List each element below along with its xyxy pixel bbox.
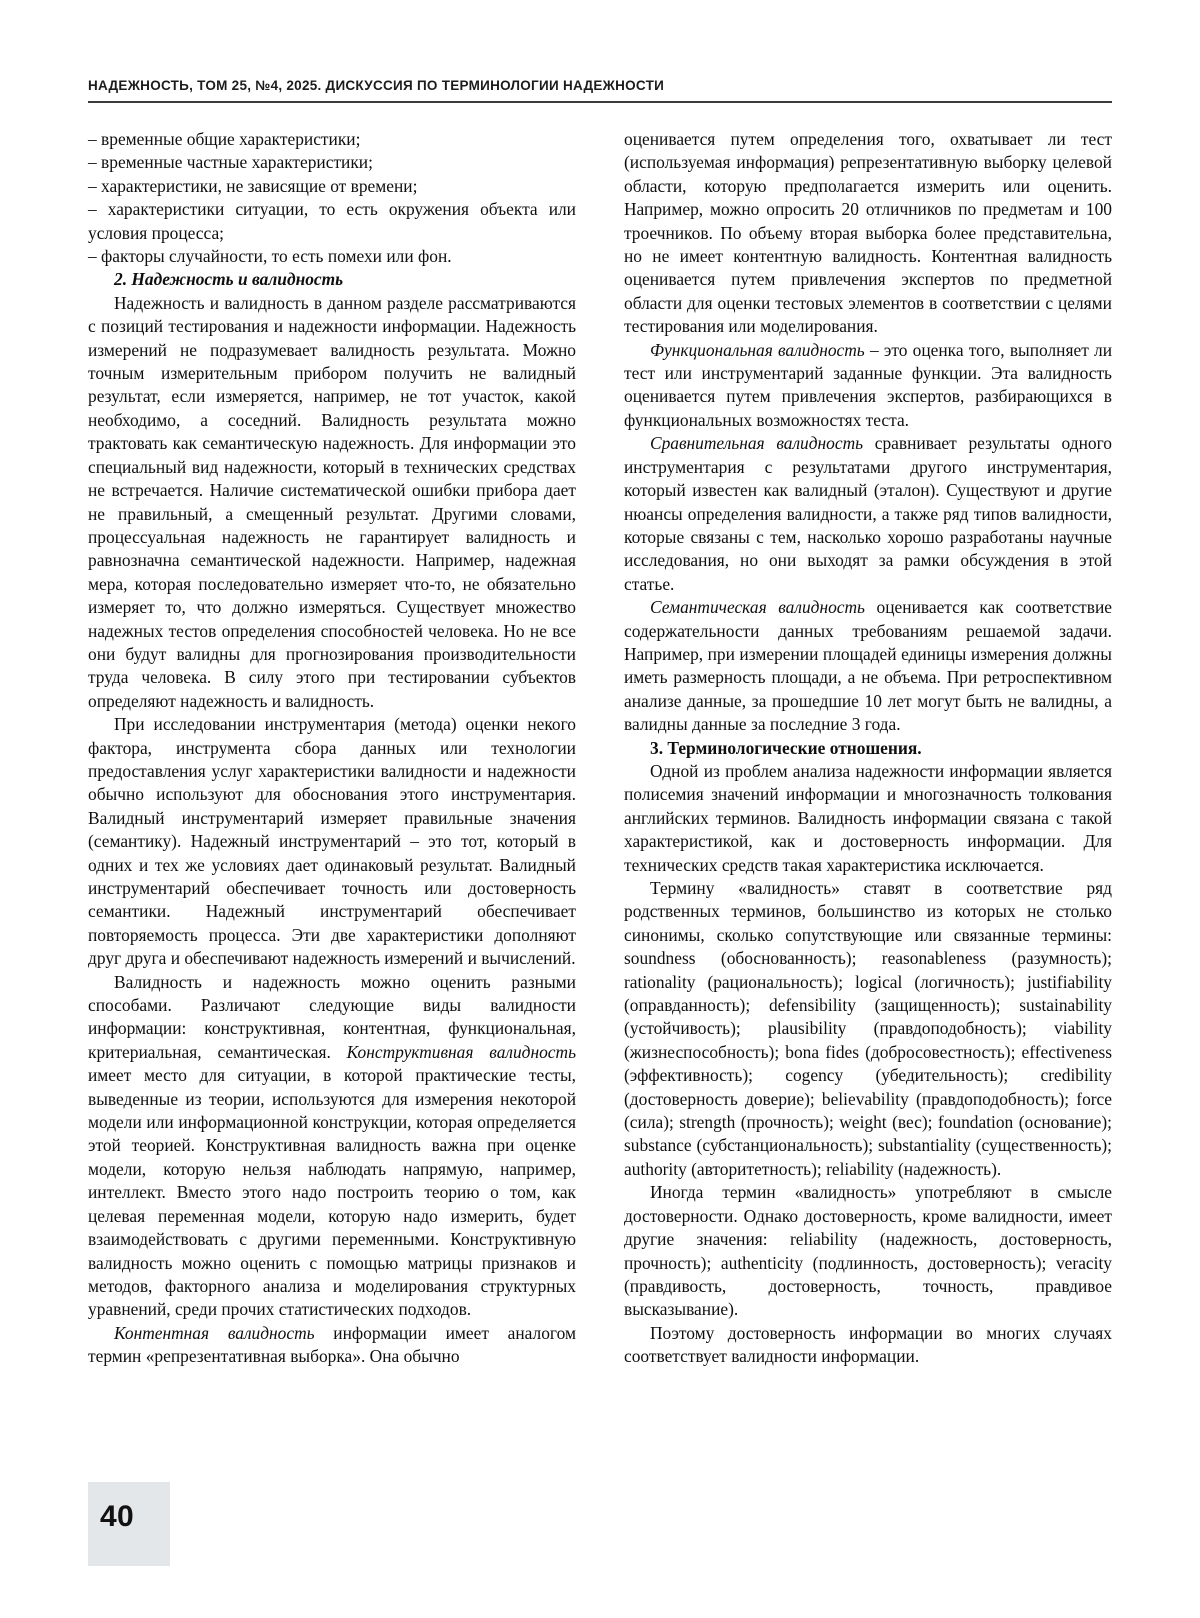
bullet-paragraph: – характеристики ситуации, то есть окружения объекта или условия процесса;	[88, 199, 576, 243]
left-column	[88, 128, 576, 1369]
paragraph-text: Валидность и надежность можно оценить разными способами. Различают следующие виды валидности информации: конструктивная, контентная, функциональная, критериальная, семантическая.	[88, 971, 576, 1062]
term-content-validity: Контентная валидность	[114, 1322, 315, 1343]
paragraph	[88, 971, 576, 1322]
paragraph	[88, 1322, 576, 1369]
paragraph: Поэтому достоверность информации во многих случаях соответствует валидности информации.	[624, 1322, 1112, 1367]
section-heading-2: 2. Надежность и валидность	[114, 269, 344, 290]
paragraph	[624, 432, 1112, 596]
paragraph: оценивается путем определения того, охватывает ли тест (используемая информация) репрезентативную выборку целевой области, которую предполагается измерить или оценить. Например, можно опросить 20 отличников по предметам и 100 троечников. По объему вторая выборка более представительна, но не имеет контентную валидность. Контентная валидность оценивается путем привлечения экспертов по предметной области для оценки тестовых элементов в соответствии с целями тестирования или моделирования.	[624, 129, 1112, 337]
header-divider	[88, 101, 1112, 103]
two-column-body	[88, 128, 1112, 1369]
paragraph-text: оценивается как соответствие содержательности данных требованиям решаемой задачи. Например, при измерении площадей единицы измерения должны иметь размерность площади, а не объема. При ретроспективном анализе данные, за прошедшие 10 лет могут быть не валидны, а валидны данные за последние 3 года.	[624, 597, 1113, 735]
term-functional-validity: Функциональная валидность	[650, 339, 865, 360]
right-column	[624, 128, 1112, 1369]
paragraph-text: сравнивает результаты одного инструментария с результатами другого инструментария, который известен как валидный (эталон). Существуют и другие нюансы определения валидности, а также ряд типов валидности, которые связаны с тем, насколько хорошо разработаны научные исследования, но они выходят за рамки обсуждения в этой статье.	[624, 433, 1112, 594]
bullet-item: – временные общие характеристики;	[88, 129, 361, 149]
term-construct-validity: Конструктивная валидность	[346, 1041, 576, 1062]
running-head: НАДЕЖНОСТЬ, ТОМ 25, №4, 2025. ДИСКУССИЯ ПО ТЕРМИНОЛОГИИ НАДЕЖНОСТИ	[88, 78, 665, 93]
paragraph: Одной из проблем анализа надежности информации является полисемия значений информации и многозначность толкования английских терминов. Валидность информации связана с такой характеристикой, как и достоверность информации. Для технических средств такая характеристика исключается.	[624, 760, 1112, 875]
bullet-item: – характеристики, не зависящие от времени;	[88, 175, 418, 196]
bullet-paragraph: – факторы случайности, то есть помехи или фон.	[88, 246, 452, 267]
paragraph	[624, 596, 1112, 736]
term-comparative-validity: Сравнительная валидность	[650, 433, 864, 454]
paragraph-text: информации имеет аналогом термин «репрезентативная выборка». Она обычно	[88, 1322, 576, 1367]
section-heading-3: 3. Терминологические отношения.	[650, 737, 922, 758]
paragraph: При исследовании инструментария (метода) оценки некого фактора, инструмента сбора данных или технологии предоставления услуг характеристики валидности и надежности обычно используют для обоснования этого инструментария. Валидный инструментарий измеряет правильные значения (семантику). Надежный инструментарий – это тот, который в одних и тех же условиях дает одинаковый результат. Валидный инструментарий обеспечивает точность или достоверность семантики. Надежный инструментарий обеспечивает повторяемость процесса. Эти две характеристики дополняют друг друга и обеспечивают надежность измерений и вычислений.	[88, 714, 576, 969]
paragraph-text: – это оценка того, выполняет ли тест или инструментарий заданные функции. Эта валидность оценивается путем привлечения экспертов, разбирающихся в функциональных возможностях теста.	[624, 339, 1113, 430]
page-number: 40	[100, 1500, 134, 1533]
paragraph: Надежность и валидность в данном разделе рассматриваются с позиций тестирования и надежности информации. Надежность измерений не подразумевает валидность результата. Можно точным измерительным прибором получить не валидный результат, если измеряется, например, не тот участок, какой необходимо, а соседний. Валидность результата можно трактовать как семантическую надежность. Для информации это специальный вид надежности, который в технических средствах не встречается. Наличие систематической ошибки прибора дает не правильный, а смещенный результат. Другими словами, процессуальная надежность не гарантирует валидность и равнозначна семантической надежности. Например, надежная мера, которая последовательно измеряет что-то, не обязательно измеряет то, что должно измеряться. Существует множество надежных тестов определения способностей человека. Но не все они будут валидны для прогнозирования производительности труда человека. В силу этого при тестировании субъектов определяют надежность и валидность.	[88, 292, 576, 711]
paragraph-text: имеет место для ситуации, в которой практические тесты, выведенные из теории, используются для измерения некоторой модели или информационной конструкции, которая определяется этой теорией. Конструктивная валидность важна при оценке модели, которую нельзя наблюдать напрямую, например, интеллект. Вместо этого надо построить теорию о том, как целевая переменная модели, которую надо измерить, будет взаимодействовать с другими переменными. Конструктивную валидность можно оценить с помощью матрицы признаков и методов, факторного анализа и моделирования структурных уравнений, среди прочих статистических подходов.	[88, 1065, 576, 1320]
bullet-item: – временные частные характеристики;	[88, 152, 373, 173]
paragraph: Термину «валидность» ставят в соответствие ряд родственных терминов, большинство из которых не столько синонимы, сколько сопутствующие или связанные термины: soundness (обоснованность); reasonableness (разумность); rationality (рациональность); logical (логичность); justifiability (оправданность); defensibility (защищенность); sustainability (устойчивость); plausibility (правдоподобность); viability (жизнеспособность); bona fides (добросовестность); effectiveness (эффективность); cogency (убедительность); credibility (достоверность доверие); believability (правдоподобность); force (сила); strength (прочность); weight (вес); foundation (основание); substance (субстанциональность); substantiality (существенность); authority (авторитетность); reliability (надежность).	[624, 878, 1112, 1179]
term-semantic-validity: Семантическая валидность	[650, 597, 865, 618]
paragraph	[624, 339, 1112, 433]
paragraph: Иногда термин «валидность» употребляют в смысле достоверности. Однако достоверность, кроме валидности, имеет другие значения: reliability (надежность, достоверность, прочность); authenticity (подлинность, достоверность); veracity (правдивость, достоверность, точность, правдивое высказывание).	[624, 1182, 1112, 1320]
